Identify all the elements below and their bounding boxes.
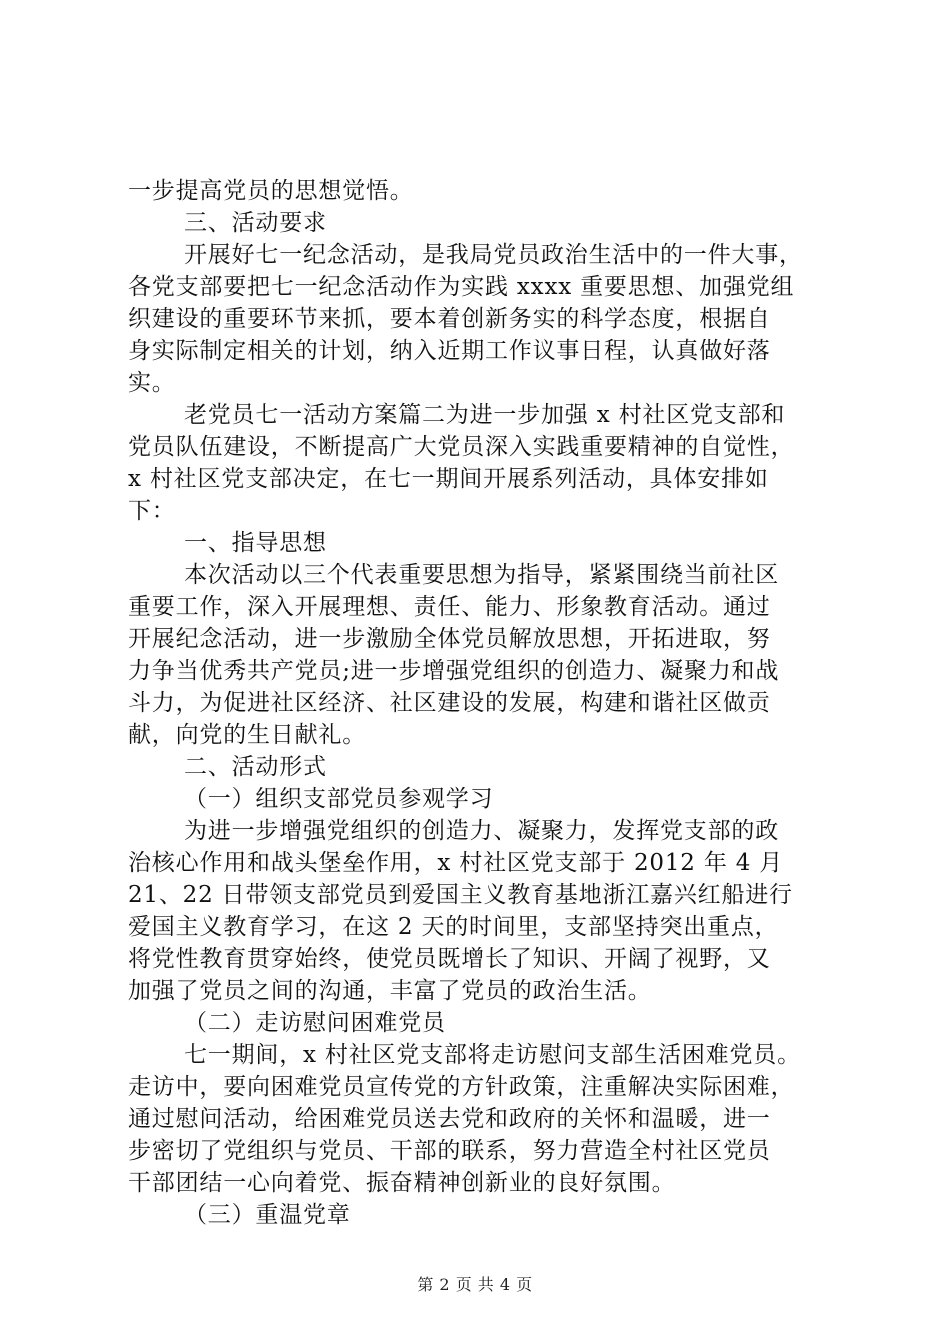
text-line: 加强了党员之间的沟通，丰富了党员的政治生活。 bbox=[128, 978, 652, 1004]
text-line: 重要工作，深入开展理想、责任、能力、形象教育活动。通过 bbox=[128, 594, 771, 620]
text-line: 力争当优秀共产党员;进一步增强党组织的创造力、凝聚力和战 bbox=[128, 658, 780, 684]
text-line: 下： bbox=[128, 498, 176, 524]
text-line: x 村社区党支部决定，在七一期间开展系列活动，具体安排如 bbox=[128, 466, 769, 492]
text-line: 各党支部要把七一纪念活动作为实践 xxxx 重要思想、加强党组 bbox=[128, 274, 795, 300]
text-line: 治核心作用和战头堡垒作用，x 村社区党支部于 2012 年 4 月 bbox=[128, 850, 784, 876]
text-line: 步密切了党组织与党员、干部的联系，努力营造全村社区党员 bbox=[128, 1138, 771, 1164]
text-line: 一、指导思想 bbox=[184, 530, 327, 556]
text-line: （一）组织支部党员参观学习 bbox=[184, 786, 494, 812]
text-line: 将党性教育贯穿始终，使党员既增长了知识、开阔了视野，又 bbox=[128, 946, 771, 972]
text-line: 开展好七一纪念活动，是我局党员政治生活中的一件大事， bbox=[184, 242, 803, 268]
text-line: 二、活动形式 bbox=[184, 754, 327, 780]
text-line: 为进一步增强党组织的创造力、凝聚力，发挥党支部的政 bbox=[184, 818, 779, 844]
text-line: 三、活动要求 bbox=[184, 210, 327, 236]
text-line: 老党员七一活动方案篇二为进一步加强 x 村社区党支部和 bbox=[184, 402, 786, 428]
text-line: 实。 bbox=[128, 370, 176, 396]
text-line: 开展纪念活动，进一步激励全体党员解放思想，开拓进取，努 bbox=[128, 626, 771, 652]
text-line: 走访中，要向困难党员宣传党的方针政策，注重解决实际困难， bbox=[128, 1074, 795, 1100]
text-line: 21、22 日带领支部党员到爱国主义教育基地浙江嘉兴红船进行 bbox=[128, 882, 793, 908]
page-footer: 第 2 页 共 4 页 bbox=[417, 1275, 533, 1294]
text-line: 通过慰问活动，给困难党员送去党和政府的关怀和温暖，进一 bbox=[128, 1106, 771, 1132]
text-line: 献，向党的生日献礼。 bbox=[128, 722, 366, 748]
text-line: 七一期间，x 村社区党支部将走访慰问支部生活困难党员。 bbox=[184, 1042, 801, 1068]
text-line: 本次活动以三个代表重要思想为指导，紧紧围绕当前社区 bbox=[184, 562, 779, 588]
text-line: 斗力，为促进社区经济、社区建设的发展，构建和谐社区做贡 bbox=[128, 690, 771, 716]
text-line: （二）走访慰问困难党员 bbox=[184, 1010, 446, 1036]
text-line: 一步提高党员的思想觉悟。 bbox=[128, 178, 414, 204]
text-line: （三）重温党章 bbox=[184, 1202, 351, 1228]
text-line: 身实际制定相关的计划，纳入近期工作议事日程，认真做好落 bbox=[128, 338, 771, 364]
text-line: 干部团结一心向着党、振奋精神创新业的良好氛围。 bbox=[128, 1170, 676, 1196]
text-line: 爱国主义教育学习，在这 2 天的时间里，支部坚持突出重点， bbox=[128, 914, 779, 940]
document-body bbox=[128, 175, 858, 1231]
text-line: 党员队伍建设，不断提高广大党员深入实践重要精神的自觉性， bbox=[128, 434, 795, 460]
text-line: 织建设的重要环节来抓，要本着创新务实的科学态度，根据自 bbox=[128, 306, 771, 332]
